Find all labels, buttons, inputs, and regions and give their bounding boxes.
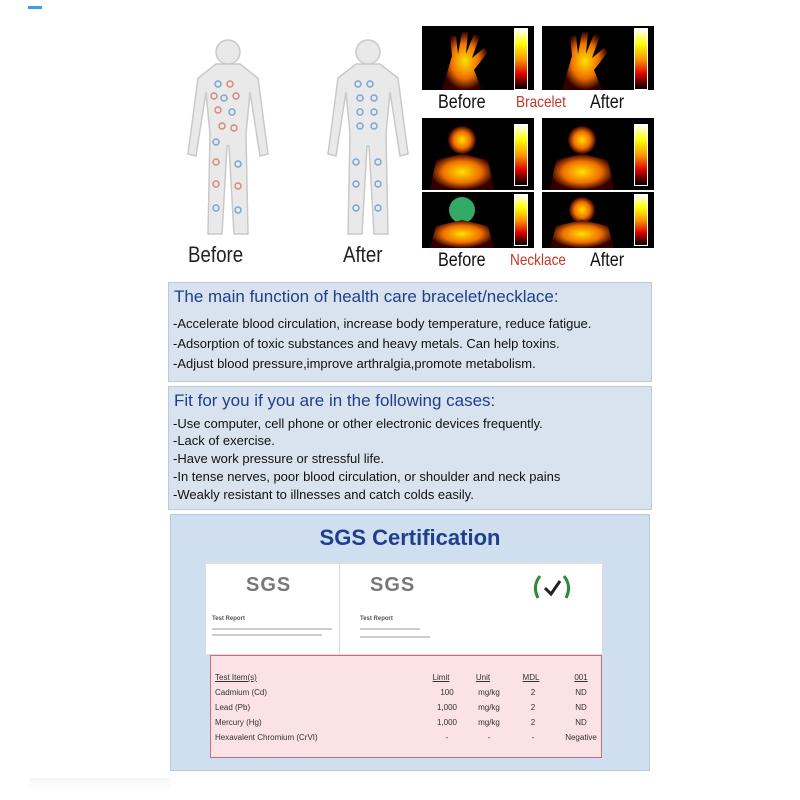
table-cell-mdl: 2	[530, 688, 536, 697]
sgs-logo: SGS	[370, 574, 416, 596]
table-cell-limit: -	[445, 733, 449, 742]
table-cell-limit: 1,000	[436, 718, 458, 727]
body-before-figure	[168, 34, 288, 244]
test-report-label: Test Report	[212, 616, 245, 622]
sgs-title: SGS Certification	[319, 525, 501, 550]
thermal-hand-before	[422, 26, 534, 90]
thermal-row1-label: Bracelet	[516, 94, 566, 111]
top-left-dash	[28, 6, 42, 9]
thermal-row2-after: After	[590, 250, 625, 271]
fit-line: -Lack of exercise.	[173, 433, 275, 448]
table-header-limit: Limit	[432, 673, 450, 682]
thermal-row1-after: After	[590, 92, 625, 113]
functions-box	[168, 282, 652, 382]
table-header-unit: Unit	[475, 673, 491, 682]
table-cell-result: Negative	[565, 733, 597, 742]
functions-title: The main function of health care bracelet/necklace:	[174, 287, 559, 306]
test-report-label: Test Report	[360, 616, 393, 622]
thermal-torso-after-1	[542, 118, 654, 190]
table-cell-mdl: 2	[530, 718, 536, 727]
table-header-item: Test Item(s)	[215, 673, 257, 682]
sgs-results-table	[210, 655, 602, 758]
table-cell-unit: -	[487, 733, 491, 742]
body-before-caption: Before	[188, 242, 244, 267]
table-cell-unit: mg/kg	[478, 688, 500, 697]
thermal-image-panel	[418, 24, 658, 274]
function-line: -Accelerate blood circulation, increase body temperature, reduce fatigue.	[173, 316, 592, 331]
fit-title: Fit for you if you are in the following cases:	[174, 391, 496, 410]
fit-line: -Have work pressure or stressful life.	[173, 451, 384, 466]
fit-line: -Weakly resistant to illnesses and catch colds easily.	[173, 487, 474, 502]
table-cell-unit: mg/kg	[478, 718, 500, 727]
sgs-report-page-2	[339, 563, 603, 655]
body-after-caption: After	[343, 242, 383, 267]
table-header-result: 001	[574, 673, 588, 682]
body-after-figure	[308, 34, 428, 244]
function-line: -Adjust blood pressure,improve arthralgia,promote metabolism.	[173, 356, 536, 371]
fit-box	[168, 386, 652, 510]
thermal-hand-after	[542, 26, 654, 90]
table-cell-limit: 1,000	[436, 703, 458, 712]
table-cell-result: ND	[575, 703, 587, 712]
thermal-torso-after-2	[542, 192, 654, 248]
fit-line: -In tense nerves, poor blood circulation, or shoulder and neck pains	[173, 469, 561, 484]
certification-seal-icon	[528, 568, 576, 608]
table-cell-item: Hexavalent Chromium (CrVI)	[215, 733, 318, 742]
thermal-torso-before-2	[422, 192, 534, 248]
sgs-logo: SGS	[246, 574, 292, 596]
thermal-row1-before: Before	[438, 92, 486, 113]
table-cell-item: Lead (Pb)	[215, 703, 251, 712]
table-cell-result: ND	[575, 718, 587, 727]
table-cell-item: Cadmium (Cd)	[215, 688, 268, 697]
function-line: -Adsorption of toxic substances and heavy metals. Can help toxins.	[173, 336, 560, 351]
thermal-row2-label: Necklace	[510, 252, 566, 269]
sgs-report-page-1	[205, 563, 342, 655]
table-header-mdl: MDL	[522, 673, 540, 682]
body-diagram-panel	[168, 24, 416, 274]
fit-line: -Use computer, cell phone or other electronic devices frequently.	[173, 416, 543, 431]
table-cell-limit: 100	[440, 688, 454, 697]
table-cell-item: Mercury (Hg)	[215, 718, 262, 727]
table-cell-unit: mg/kg	[478, 703, 500, 712]
table-cell-mdl: -	[531, 733, 535, 742]
thermal-torso-before-1	[422, 118, 534, 190]
thermal-row2-before: Before	[438, 250, 486, 271]
table-cell-mdl: 2	[530, 703, 536, 712]
table-cell-result: ND	[575, 688, 587, 697]
bottom-shadow	[30, 778, 170, 792]
